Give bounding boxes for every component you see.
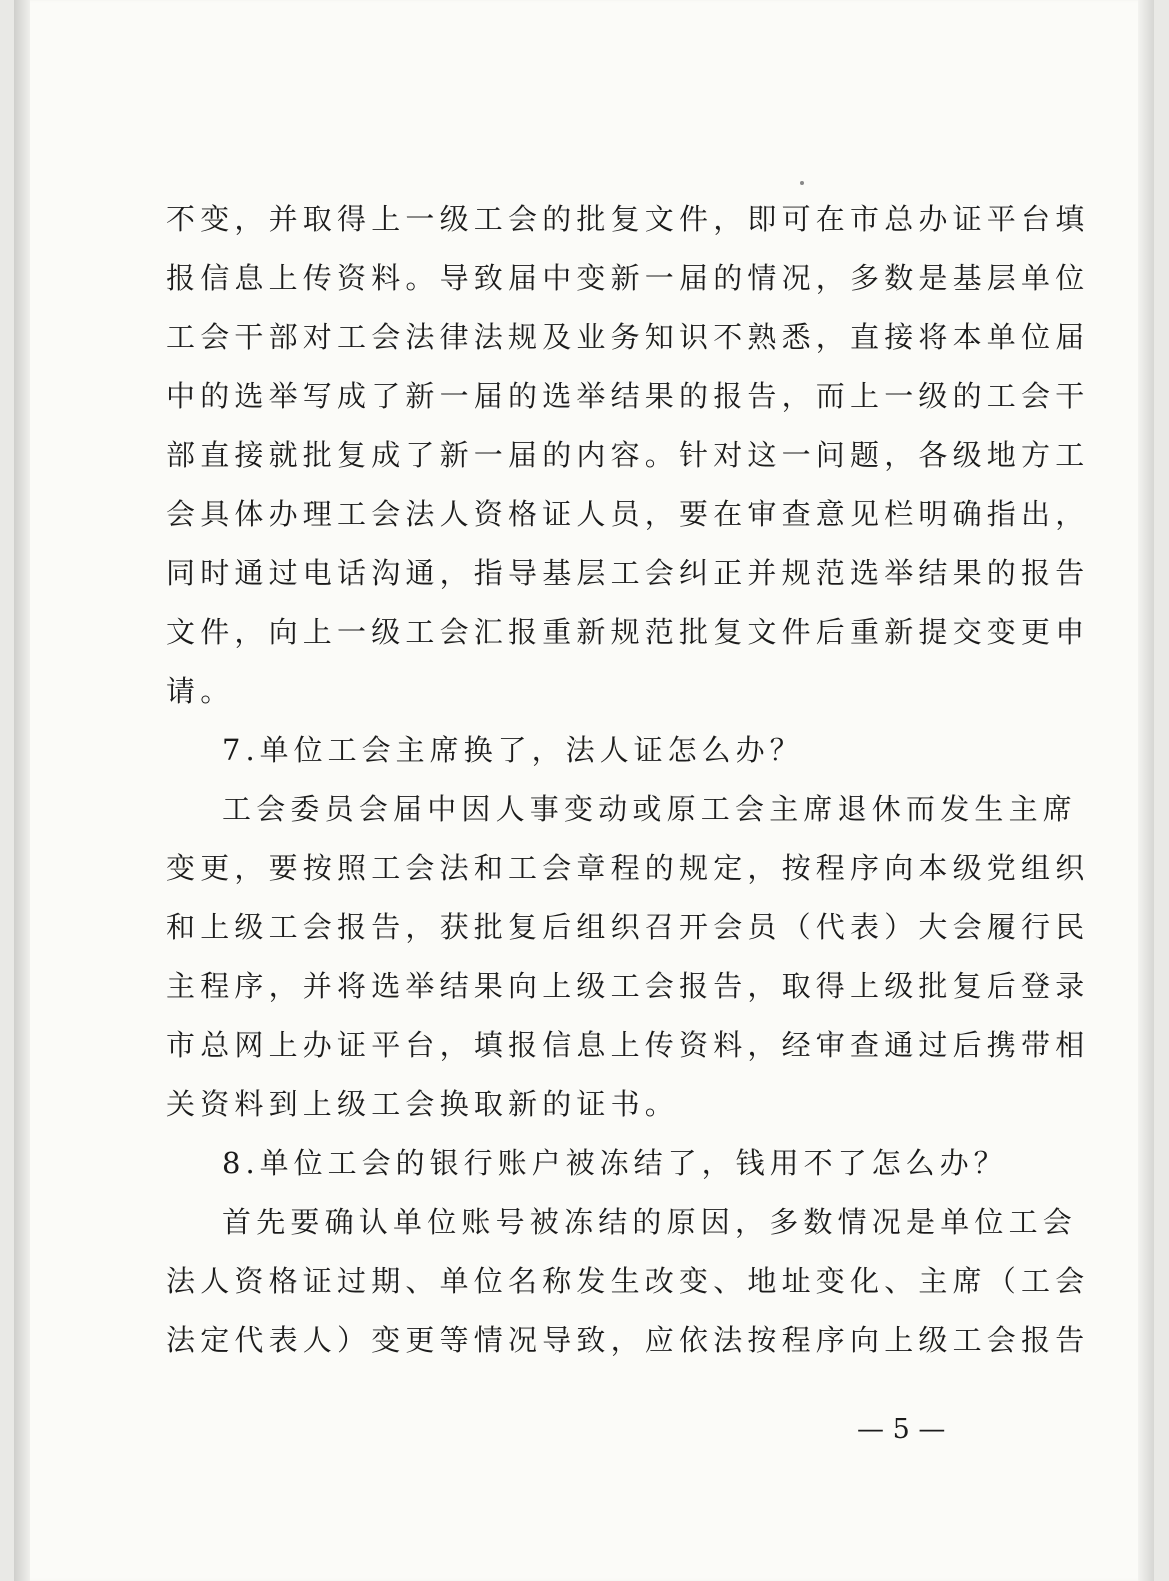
page-left-edge <box>14 0 30 1581</box>
answer-8-line: 首先要确认单位账号被冻结的原因，多数情况是单位工会 <box>222 1205 1078 1239</box>
paragraph-line: 不变，并取得上一级工会的批复文件，即可在市总办证平台填 <box>166 202 1090 236</box>
answer-7-line: 变更，要按照工会法和工会章程的规定，按程序向本级党组织 <box>166 851 1090 885</box>
page-right-edge <box>1138 0 1154 1581</box>
paragraph-line: 请。 <box>166 674 235 708</box>
paragraph-line: 部直接就批复成了新一届的内容。针对这一问题，各级地方工 <box>166 438 1090 472</box>
paragraph-line: 中的选举写成了新一届的选举结果的报告，而上一级的工会干 <box>166 379 1090 413</box>
scan-speck <box>800 181 804 185</box>
paragraph-line: 报信息上传资料。导致届中变新一届的情况，多数是基层单位 <box>166 261 1090 295</box>
answer-7-line: 和上级工会报告，获批复后组织召开会员（代表）大会履行民 <box>166 910 1090 944</box>
answer-8-line: 法人资格证过期、单位名称发生改变、地址变化、主席（工会 <box>166 1264 1090 1298</box>
answer-7-line: 关资料到上级工会换取新的证书。 <box>166 1087 680 1121</box>
answer-7-line: 市总网上办证平台，填报信息上传资料，经审查通过后携带相 <box>166 1028 1090 1062</box>
answer-8-line: 法定代表人）变更等情况导致，应依法按程序向上级工会报告 <box>166 1323 1090 1357</box>
paragraph-line: 工会干部对工会法律法规及业务知识不熟悉，直接将本单位届 <box>166 320 1090 354</box>
paragraph-line: 同时通过电话沟通，指导基层工会纠正并规范选举结果的报告 <box>166 556 1090 590</box>
paragraph-line: 文件，向上一级工会汇报重新规范批复文件后重新提交变更申 <box>166 615 1090 649</box>
answer-7-line: 工会委员会届中因人事变动或原工会主席退休而发生主席 <box>222 792 1078 826</box>
question-8-heading: 8.单位工会的银行账户被冻结了，钱用不了怎么办？ <box>222 1146 1008 1180</box>
page-number: — 5 — <box>857 1414 946 1445</box>
question-7-heading: 7.单位工会主席换了，法人证怎么办？ <box>222 733 804 767</box>
paragraph-line: 会具体办理工会法人资格证人员，要在审查意见栏明确指出， <box>166 497 1090 531</box>
answer-7-line: 主程序，并将选举结果向上级工会报告，取得上级批复后登录 <box>166 969 1090 1003</box>
